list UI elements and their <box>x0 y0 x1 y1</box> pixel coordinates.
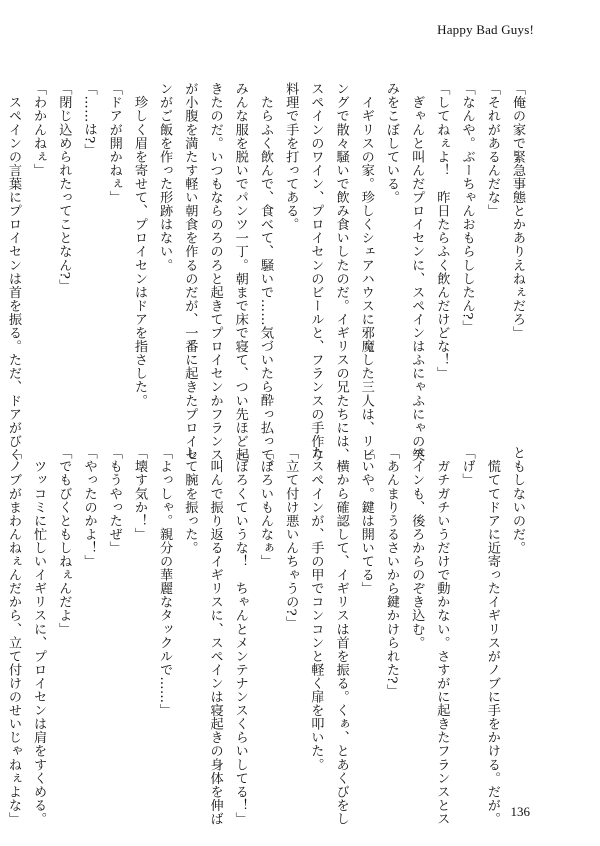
text-line: ともしないのだ。 <box>510 446 525 555</box>
text-line: たらふく飲んで、食べて、騒いで……気づいたら酔っ払って、 <box>257 82 273 475</box>
text-line: 「でもびくともしねぇんだよ」 <box>56 446 72 636</box>
text-line: 「もうやったぜ」 <box>106 446 122 555</box>
text-line: が小腹を満たす軽い朝食を作るのだが、一番に起きたプロイセ <box>182 82 198 462</box>
text-line: ペインも、後ろからのぞき込む。 <box>409 446 425 650</box>
text-line: 叫んで振り返るイギリスに、スペインは寝起きの身体を伸ば <box>207 446 223 826</box>
text-line: 「わかんねぇ」 <box>31 82 47 177</box>
text-line: ンがご飯を作った形跡はない。 <box>157 82 173 272</box>
text-line: 「よっしゃ。親分の華麗なタックルで……」 <box>157 446 173 717</box>
text-line: 慌ててドアに近寄ったイギリスがノブに手をかける。だが。 <box>484 446 500 826</box>
text-line: 「閉じ込められたってことなん?」 <box>56 82 72 293</box>
text-line: 横から確認して、イギリスは首を振る。くぁ、とあくびをし <box>333 446 349 826</box>
text-line: ングで散々騒いで飲み食いしたのだ。イギリスの兄たちには、 <box>333 82 349 462</box>
text-line: 「それがあるんだな」 <box>484 82 500 218</box>
text-line: たスペインが、手の甲でコンコンと軽く扉を叩いた。 <box>308 446 324 772</box>
text-line: 「あんまりうるさいから鍵かけられた?」 <box>383 446 399 698</box>
text-line: 「ドアが開かねぇ」 <box>106 82 122 204</box>
text-line: 「ぼろいもんなぁ」 <box>257 446 273 568</box>
text-line: 「壊す気か！」 <box>131 446 147 541</box>
text-line: みをこぼしている。 <box>383 82 399 204</box>
text-line: 「なんや。ぶーちゃんおもらししたん?」 <box>459 82 475 334</box>
text-line: 「ぼろくていうな！ ちゃんとメンテナンスくらいしてる！」 <box>232 446 248 826</box>
text-line: イギリスの家。珍しくシェアハウスに邪魔した三人は、リビ <box>358 82 374 462</box>
text-line: ぎゃんと叫んだプロイセンに、スペインはふにゃふにゃの笑 <box>409 82 425 462</box>
text-line: ツッコミに忙しいイギリスに、プロイセンは肩をすくめる。 <box>31 446 47 826</box>
text-line: 「ノブがまわんねぇんだから、立て付けのせいじゃねぇよな」 <box>5 446 21 826</box>
text-line: スペインの言葉にプロイセンは首を振る。ただ、ドアがびく <box>5 82 21 462</box>
text-line: 「やったのかよ！」 <box>81 446 97 568</box>
running-title: Happy Bad Guys! <box>437 22 534 37</box>
text-line: 珍しく眉を寄せて、プロイセンはドアを指さした。 <box>131 82 147 408</box>
text-line: 「立て付け悪いんちゃうの?」 <box>283 446 299 630</box>
text-line: して腕を振った。 <box>182 446 198 555</box>
text-line: 「してねぇよ！ 昨日たらふく飲んだけどな！」 <box>434 82 450 381</box>
text-line: みんな服を脱いでパンツ一丁。朝まで床で寝て、つい先ほど起 <box>232 82 248 462</box>
text-block-top <box>1 82 530 475</box>
text-line: 「……は?」 <box>81 82 97 158</box>
text-line: きたのだ。いつもならのろのろと起きてプロイセンかフランス <box>207 82 223 462</box>
text-line: 「俺の家で緊急事態とかありえねぇだろ」 <box>510 82 525 340</box>
text-line: 料理で手を打ってある。 <box>283 82 299 232</box>
page-number: 136 <box>510 804 530 819</box>
text-line: 「げ」 <box>459 446 475 487</box>
text-line: 「いや。鍵は開いてる」 <box>358 446 374 596</box>
text-line: スペインのワイン、プロイセンのビールと、フランスの手作り <box>308 82 324 462</box>
text-line: ガチガチいうだけで動かない。さすがに起きたフランスとス <box>434 446 450 826</box>
